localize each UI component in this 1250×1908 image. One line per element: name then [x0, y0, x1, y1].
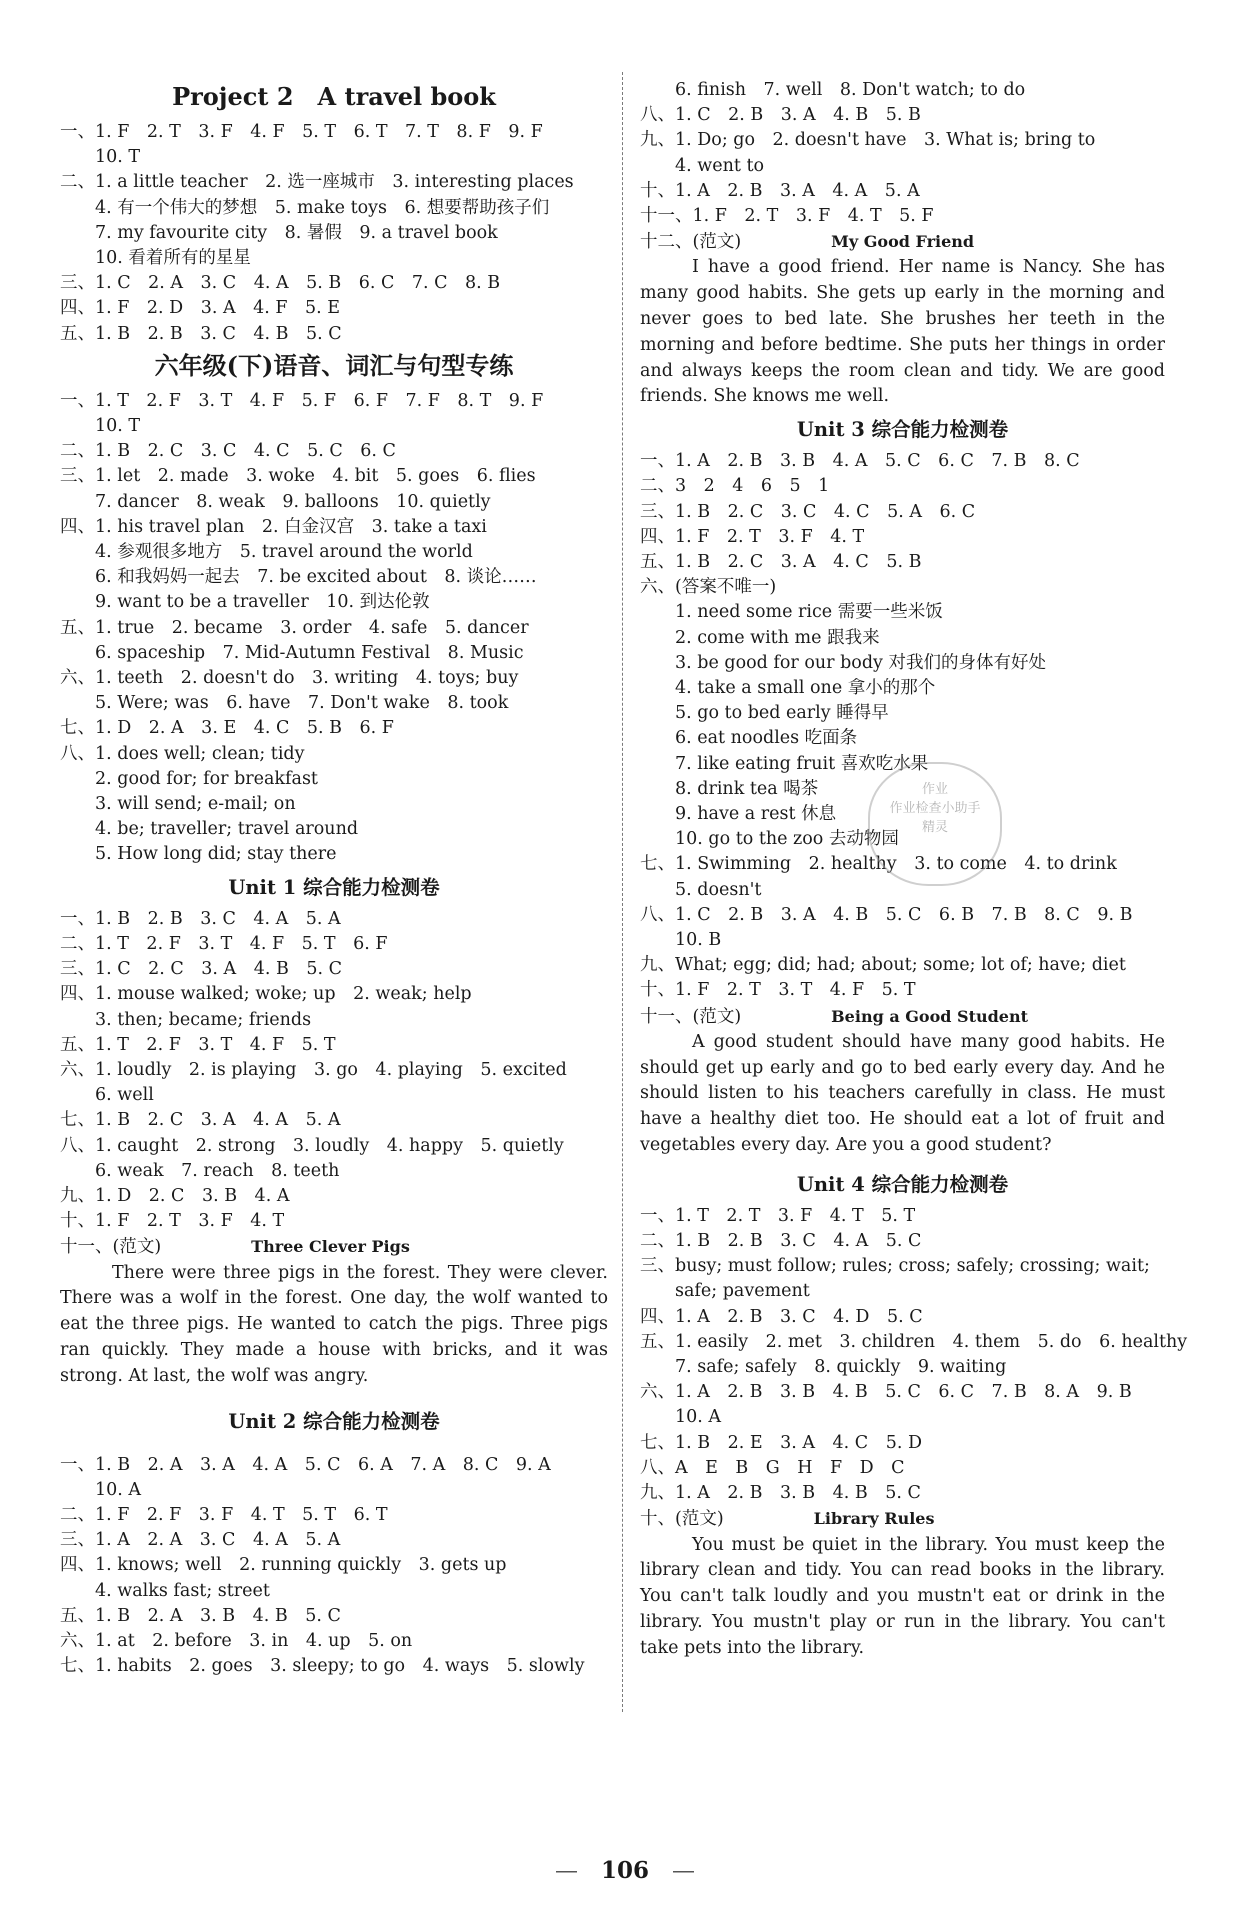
answer-line: 10. B — [675, 930, 722, 951]
answer-line: 9. want to be a traveller 10. 到达伦敦 — [95, 592, 430, 613]
answer-line: 八、A E B G H F D C — [640, 1457, 905, 1478]
answer-line: 三、1. let 2. made 3. woke 4. bit 5. goes 6. flies — [60, 466, 536, 487]
answer-line: 六、1. loudly 2. is playing 3. go 4. playing 5. excited — [60, 1059, 567, 1080]
essay-title: Three Clever Pigs — [251, 1237, 410, 1257]
answer-line: 八、1. caught 2. strong 3. loudly 4. happy 5. quietly — [60, 1135, 564, 1156]
answer-line: 二、1. F 2. F 3. F 4. T 5. T 6. T — [60, 1504, 388, 1525]
answer-line: 一、1. B 2. A 3. A 4. A 5. C 6. A 7. A 8. C 9. A — [60, 1454, 551, 1475]
essay-header — [60, 1234, 608, 1260]
answer-line: 5. Were; was 6. have 7. Don't wake 8. took — [95, 693, 509, 714]
answer-line: 7. safe; safely 8. quickly 9. waiting — [675, 1357, 1007, 1378]
answer-line: 五、1. true 2. became 3. order 4. safe 5. dancer — [60, 617, 529, 638]
answer-line: 2. good for; for breakfast — [95, 768, 318, 789]
answer-line: 5. go to bed early 睡得早 — [675, 703, 889, 724]
answer-line: 10. go to the zoo 去动物园 — [675, 829, 899, 850]
answer-line: 二、1. a little teacher 2. 选一座城市 3. interesting places — [60, 172, 574, 193]
answer-line: 四、1. knows; well 2. running quickly 3. gets up — [60, 1555, 507, 1576]
answer-line: 6. spaceship 7. Mid-Autumn Festival 8. Music — [95, 642, 524, 663]
answer-line: safe; pavement — [675, 1281, 810, 1302]
answer-line: 七、1. habits 2. goes 3. sleepy; to go 4. ways 5. slowly — [60, 1656, 585, 1677]
essay-body: You must be quiet in the library. You must keep the library clean and tidy. You can read books in the library. You can't talk loudly and you mustn't eat or drink in the library. You mustn't play or run in the library. You can't take pets into the library. — [640, 1534, 1165, 1658]
answer-line: 五、1. B 2. B 3. C 4. B 5. C — [60, 323, 342, 344]
answer-line: 3. will send; e-mail; on — [95, 794, 296, 815]
answer-line: 七、1. B 2. E 3. A 4. C 5. D — [640, 1432, 922, 1453]
answer-line: 二、3 2 4 6 5 1 — [640, 476, 830, 497]
answer-line: 七、1. B 2. C 3. A 4. A 5. A — [60, 1110, 341, 1131]
answer-line: 6. finish 7. well 8. Don't watch; to do — [675, 80, 1026, 100]
essay-label: 十、(范文) — [640, 1509, 724, 1530]
column-divider — [622, 72, 623, 1712]
answer-line: 二、1. B 2. B 3. C 4. A 5. C — [640, 1231, 922, 1252]
answer-line: 四、1. F 2. T 3. F 4. T — [640, 526, 865, 547]
answer-line: 10. T — [95, 416, 141, 437]
essay-title: Being a Good Student — [831, 1006, 1028, 1026]
answer-line: 七、1. Swimming 2. healthy 3. to come 4. to drink — [640, 854, 1117, 875]
answer-line: 一、1. B 2. B 3. C 4. A 5. A — [60, 908, 341, 929]
answer-line: 6. well — [95, 1085, 154, 1106]
answer-line: 八、1. C 2. B 3. A 4. B 5. B — [640, 105, 921, 126]
answer-line: 7. like eating fruit 喜欢吃水果 — [675, 753, 929, 774]
essay-title: Library Rules — [813, 1509, 935, 1529]
answer-line: 一、1. A 2. B 3. B 4. A 5. C 6. C 7. B 8. C — [640, 451, 1080, 472]
answer-line: 7. dancer 8. weak 9. balloons 10. quietly — [95, 491, 491, 512]
answer-line: 九、1. A 2. B 3. B 4. B 5. C — [640, 1483, 921, 1504]
answer-line: 六、1. at 2. before 3. in 4. up 5. on — [60, 1630, 413, 1651]
left-column — [60, 78, 608, 1679]
unit3-title: Unit 3 综合能力检测卷 — [796, 418, 1009, 442]
answer-line: 9. have a rest 休息 — [675, 804, 837, 825]
answer-line: 4. walks fast; street — [95, 1580, 270, 1601]
essay-header — [640, 1004, 1165, 1030]
essay-title: My Good Friend — [831, 232, 975, 252]
answer-line: 八、1. does well; clean; tidy — [60, 743, 305, 764]
answer-line: 四、1. his travel plan 2. 白金汉宫 3. take a taxi — [60, 516, 487, 537]
essay-label: 十一、(范文) — [640, 1006, 742, 1027]
answer-line: 九、1. D 2. C 3. B 4. A — [60, 1185, 290, 1206]
answer-line: 三、1. B 2. C 3. C 4. C 5. A 6. C — [640, 501, 976, 522]
answer-line: 2. come with me 跟我来 — [675, 627, 880, 648]
answer-line: 1. need some rice 需要一些米饭 — [675, 602, 943, 623]
answer-line: 4. 有一个伟大的梦想 5. make toys 6. 想要帮助孩子们 — [95, 197, 550, 218]
answer-line: 5. doesn't — [675, 879, 762, 900]
essay-header — [640, 229, 1165, 255]
page-number-value: 106 — [600, 1857, 649, 1884]
answer-line: 二、1. T 2. F 3. T 4. F 5. T 6. F — [60, 933, 388, 954]
answer-line: 九、1. Do; go 2. doesn't have 3. What is; bring to — [640, 130, 1096, 151]
answer-line: 10. A — [95, 1479, 142, 1500]
answer-line: 四、1. F 2. D 3. A 4. F 5. E — [60, 298, 341, 319]
answer-line: 4. 参观很多地方 5. travel around the world — [95, 542, 473, 563]
unit1-title: Unit 1 综合能力检测卷 — [228, 875, 440, 899]
answer-line: 10. A — [675, 1407, 722, 1428]
essay-body: There were three pigs in the forest. They were clever. There was a wolf in the forest. One day, the wolf wanted to eat the three pigs. He wanted to catch the pigs. Three pigs ran quickly. They made a house with bricks, and it was strong. At last, the wolf was angry. — [60, 1262, 608, 1386]
answer-line: 十一、1. F 2. T 3. F 4. T 5. F — [640, 206, 934, 227]
answer-line: 六、(答案不唯一) — [640, 577, 777, 598]
answer-line: 三、1. A 2. A 3. C 4. A 5. A — [60, 1530, 341, 1551]
answer-line: 四、1. mouse walked; woke; up 2. weak; help — [60, 984, 472, 1005]
answer-line: 6. eat noodles 吃面条 — [675, 728, 858, 749]
special-practice-title: 六年级(下)语音、词汇与句型专练 — [154, 350, 514, 380]
watermark-stamp: 作业 作业检查小助手 精灵 — [868, 762, 1002, 886]
answer-line: 4. be; traveller; travel around — [95, 819, 359, 840]
answer-line: 7. my favourite city 8. 暑假 9. a travel book — [95, 222, 498, 243]
answer-line: 五、1. T 2. F 3. T 4. F 5. T — [60, 1034, 336, 1055]
answer-line: 五、1. B 2. A 3. B 4. B 5. C — [60, 1605, 341, 1626]
essay-label: 十一、(范文) — [60, 1237, 162, 1258]
answer-line: 6. 和我妈妈一起去 7. be excited about 8. 谈论…… — [95, 567, 537, 588]
project-title: Project 2 A travel book — [172, 82, 496, 111]
answer-line: 三、busy; must follow; rules; cross; safely; crossing; wait; — [640, 1256, 1150, 1277]
answer-line: 七、1. D 2. A 3. E 4. C 5. B 6. F — [60, 718, 394, 739]
essay-body: A good student should have many good habits. He should get up early and go to bed early every day. And he should listen to his teachers carefully in class. He must have a healthy diet too. He should eat a lot of fruit and vegetables every day. Are you a good student? — [640, 1031, 1165, 1156]
essay-label: 十二、(范文) — [640, 232, 742, 253]
answer-line: 六、1. teeth 2. doesn't do 3. writing 4. toys; buy — [60, 668, 519, 689]
answer-line: 十、1. A 2. B 3. A 4. A 5. A — [640, 180, 920, 201]
answer-line: 3. be good for our body 对我们的身体有好处 — [675, 652, 1046, 673]
answer-line: 三、1. C 2. C 3. A 4. B 5. C — [60, 959, 342, 980]
essay-body: I have a good friend. Her name is Nancy. She has many good habits. She gets up early in the morning and never goes to bed late. She brushes her teeth in the morning and before bedtime. She puts her things in order and always keeps the room clean and tidy. We are good friends. She knows me well. — [640, 257, 1165, 407]
answer-line: 五、1. B 2. C 3. A 4. C 5. B — [640, 552, 922, 573]
answer-line: 九、What; egg; did; had; about; some; lot of; have; diet — [640, 955, 1126, 976]
essay-header — [640, 1506, 1165, 1532]
answer-line: 5. How long did; stay there — [95, 844, 337, 865]
answer-line: 10. 看着所有的星星 — [95, 248, 251, 269]
answer-line: 二、1. B 2. C 3. C 4. C 5. C 6. C — [60, 441, 396, 462]
answer-line: 三、1. C 2. A 3. C 4. A 5. B 6. C 7. C 8. B — [60, 273, 501, 294]
answer-line: 4. take a small one 拿小的那个 — [675, 678, 936, 699]
answer-line: 一、1. T 2. F 3. T 4. F 5. F 6. F 7. F 8. T 9. F — [60, 390, 544, 411]
answer-line: 五、1. easily 2. met 3. children 4. them 5. do 6. healthy — [640, 1331, 1188, 1352]
unit4-title: Unit 4 综合能力检测卷 — [796, 1172, 1009, 1196]
unit2-title: Unit 2 综合能力检测卷 — [228, 1409, 440, 1433]
answer-line: 6. weak 7. reach 8. teeth — [95, 1160, 340, 1181]
answer-line: 一、1. F 2. T 3. F 4. F 5. T 6. T 7. T 8. F 9. F — [60, 122, 543, 142]
answer-line: 一、1. T 2. T 3. F 4. T 5. T — [640, 1205, 916, 1226]
answer-line: 4. went to — [675, 155, 765, 176]
answer-line: 四、1. A 2. B 3. C 4. D 5. C — [640, 1306, 923, 1327]
answer-line: 十、1. F 2. T 3. F 4. T — [60, 1211, 285, 1232]
answer-line: 10. T — [95, 147, 141, 168]
answer-line: 3. then; became; friends — [95, 1009, 312, 1030]
answer-line: 十、1. F 2. T 3. T 4. F 5. T — [640, 980, 916, 1001]
answer-line: 8. drink tea 喝茶 — [675, 778, 819, 799]
answer-line: 六、1. A 2. B 3. B 4. B 5. C 6. C 7. B 8. A 9. B — [640, 1382, 1132, 1403]
page-number: — 106 — — [554, 1857, 695, 1884]
answer-line: 八、1. C 2. B 3. A 4. B 5. C 6. B 7. B 8. C 9. B — [640, 904, 1133, 925]
